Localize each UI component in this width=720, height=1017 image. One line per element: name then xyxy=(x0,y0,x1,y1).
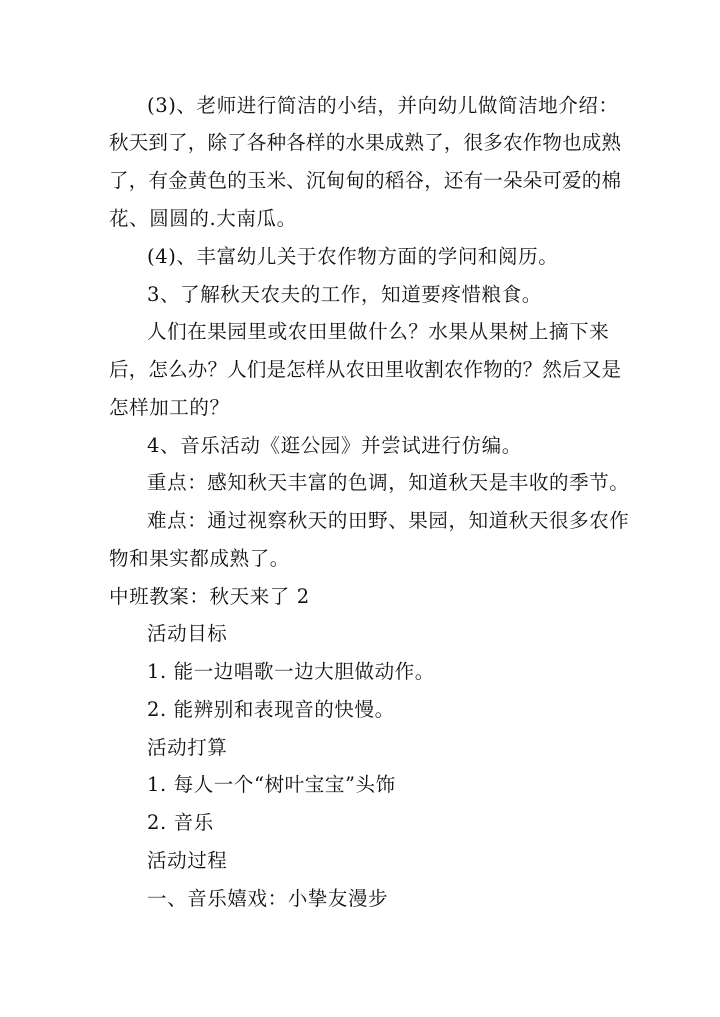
section-heading: 活动目标 xyxy=(147,622,228,645)
difficulty-line: 物和果实都成熟了。 xyxy=(109,547,290,570)
section-heading: 活动打算 xyxy=(147,736,228,759)
list-item: 1. 能一边唱歌一边大胆做动作。 xyxy=(147,660,435,683)
paragraph-summary-line: (3)、老师进行简洁的小结，并向幼儿做简洁地介绍： xyxy=(147,94,619,117)
section-heading: 3、了解秋天农夫的工作，知道要疼惜粮食。 xyxy=(147,283,542,306)
paragraph-questions-line: 怎样加工的？ xyxy=(109,396,230,419)
paragraph-line: (4)、丰富幼儿关于农作物方面的学问和阅历。 xyxy=(147,245,559,268)
section-heading: 活动过程 xyxy=(147,849,228,872)
paragraph-questions-line: 人们在果园里或农田里做什么？水果从果树上摘下来 xyxy=(147,320,610,343)
paragraph-questions-line: 后，怎么办？人们是怎样从农田里收割农作物的？然后又是 xyxy=(109,358,621,381)
lesson-title: 中班教案：秋天来了 2 xyxy=(109,585,310,608)
list-item: 1. 每人一个“树叶宝宝”头饰 xyxy=(147,773,396,796)
difficulty-line: 难点：通过视察秋天的田野、果园，知道秋天很多农作 xyxy=(147,509,630,532)
paragraph-summary-line: 了，有金黄色的玉米、沉甸甸的稻谷，还有一朵朵可爱的棉 xyxy=(109,169,621,192)
paragraph-summary-line: 秋天到了，除了各种各样的水果成熟了，很多农作物也成熟 xyxy=(109,131,621,154)
step-heading: 一、音乐嬉戏：小挚友漫步 xyxy=(147,887,389,910)
paragraph-summary-line: 花、圆圆的.大南瓜。 xyxy=(109,207,297,230)
key-point-line: 重点：感知秋天丰富的色调，知道秋天是丰收的季节。 xyxy=(147,471,630,494)
section-heading: 4、音乐活动《逛公园》并尝试进行仿编。 xyxy=(147,434,522,457)
list-item: 2. 能辨别和表现音的快慢。 xyxy=(147,698,395,721)
list-item: 2. 音乐 xyxy=(147,811,214,834)
